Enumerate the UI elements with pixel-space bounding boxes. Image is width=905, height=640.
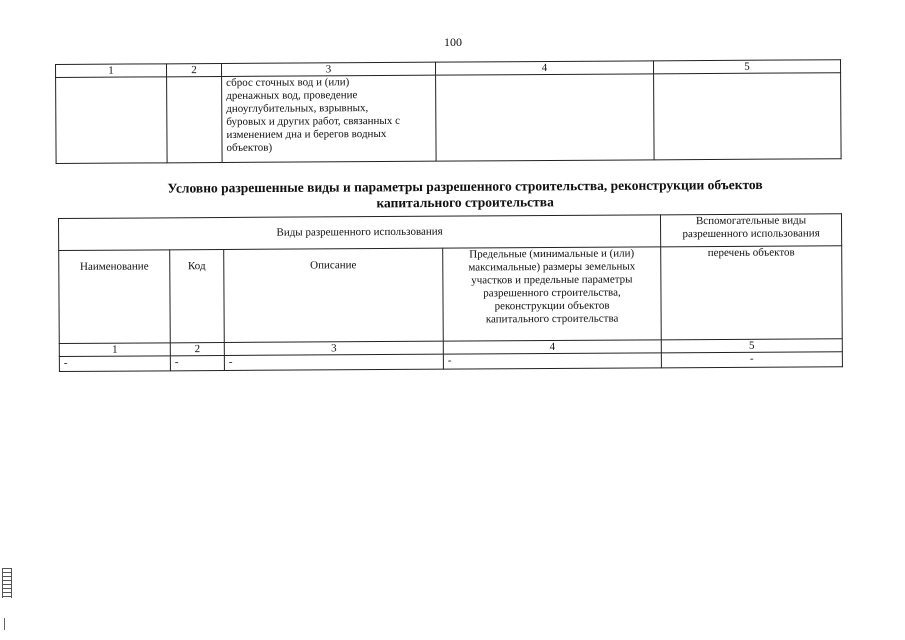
params-header-line: капитального строительства [485,312,619,326]
table2-number-cell: 4 [443,340,661,354]
section-heading [110,177,820,213]
table1-cell-params [436,74,655,161]
table2-data-cell: - [443,353,661,369]
table2-number-cell: 3 [224,341,443,355]
table1-header-cell: 3 [221,62,435,76]
column-header-params [443,247,662,341]
description-line: изменением дна и берегов водных [226,127,387,141]
description-line: объектов) [226,141,273,154]
permitted-uses-header: Виды разрешенного использования [59,215,661,251]
table2-number-cell: 5 [661,339,842,353]
column-header-aux-list: перечень объектов [661,246,843,340]
table2-column-header-row [59,246,843,344]
table1-header-cell: 5 [653,60,840,74]
table1-row [56,73,842,164]
params-header-line: участков и предельные параметры [471,273,633,287]
table2-group-header-row [59,214,842,251]
table1-cell-code [167,76,223,162]
description-line: буровых и других работ, связанных с [226,114,400,128]
column-header-code: Код [170,249,225,342]
scan-margin-mark [2,568,12,598]
description-line: дренажных вод, проведение [226,89,358,102]
column-header-name: Наименование [59,250,171,344]
table2-data-cell: - [224,354,443,370]
description-line: дноуглубительных, взрывных, [226,102,369,115]
table1-cell-aux [654,73,842,160]
scan-margin-tick [4,618,9,630]
table2-number-cell: 2 [170,342,224,355]
description-line: сброс сточных вод и (или) [226,76,350,89]
conditional-uses-table [58,213,843,372]
table1-header-cell: 4 [435,61,653,75]
page-number: 100 [444,35,462,49]
table2-number-cell: 1 [59,343,170,357]
aux-header-line: Вспомогательные виды [695,214,807,228]
table1-header-cell: 2 [167,63,222,76]
aux-header-line: разрешенного использования [682,227,820,241]
column-header-description: Описание [224,248,444,342]
table1-cell-description [222,75,437,162]
params-header-line: реконструкции объектов [494,299,610,313]
auxiliary-uses-header [660,214,841,247]
table2-data-cell: - [661,352,842,368]
continuation-table [55,59,842,164]
section-heading-line: Условно разрешенные виды и параметры разрешенного строительства, реконструкции объектов [167,177,763,196]
table1-cell-name [56,77,168,164]
table2-data-cell: - [170,355,224,370]
section-heading-line: капитального строительства [376,194,554,211]
params-header-line: Предельные (минимальные и (или) [469,247,635,261]
params-header-line: разрешенного строительства, [483,286,621,300]
table2-data-cell: - [59,356,170,372]
params-header-line: максимальные) размеры земельных [468,260,636,274]
table1-header-cell: 1 [56,64,167,78]
